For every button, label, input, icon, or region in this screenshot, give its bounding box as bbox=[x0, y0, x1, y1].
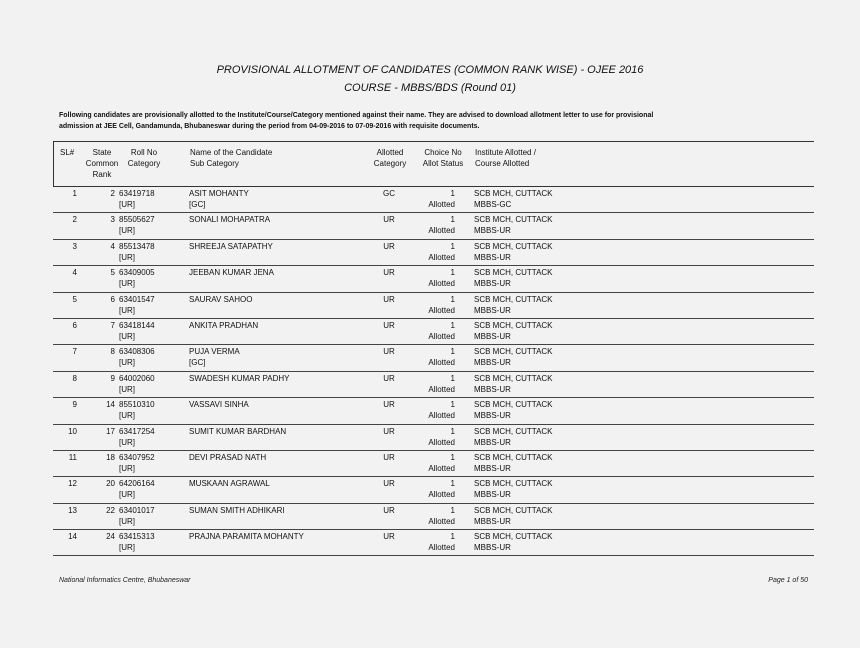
cell-sl: 6 bbox=[72, 320, 77, 330]
choice-number: 1 bbox=[450, 479, 455, 489]
cell-name bbox=[189, 214, 369, 225]
cell-sl: 14 bbox=[68, 532, 77, 542]
candidate-name: DEVI PRASAD NATH bbox=[189, 452, 267, 462]
header-state-rank bbox=[82, 147, 122, 180]
cell-category: UR bbox=[383, 373, 395, 383]
cell-name bbox=[189, 531, 369, 542]
choice-number: 1 bbox=[450, 268, 455, 278]
allot-status: Allotted bbox=[428, 437, 455, 447]
roll-category: [UR] bbox=[119, 516, 135, 526]
cell-category: UR bbox=[383, 532, 395, 542]
allotment-notice bbox=[59, 110, 759, 132]
header-text: State bbox=[92, 148, 112, 157]
table-row bbox=[53, 187, 814, 213]
table-row bbox=[53, 504, 814, 530]
cell-roll bbox=[119, 531, 179, 553]
roll-number: 63401547 bbox=[119, 294, 155, 304]
cell-choice bbox=[415, 426, 455, 448]
cell-rank: 5 bbox=[110, 268, 115, 278]
cell-roll bbox=[119, 505, 179, 527]
table-row bbox=[53, 451, 814, 477]
header-text: Choice No bbox=[424, 148, 462, 157]
roll-category: [UR] bbox=[119, 331, 135, 341]
course-subtitle: COURSE - MBBS/BDS (Round 01) bbox=[344, 82, 516, 94]
roll-category: [UR] bbox=[119, 490, 135, 500]
cell-category: UR bbox=[383, 320, 395, 330]
course-allotted: MBBS-GC bbox=[474, 200, 512, 209]
header-sl: SL# bbox=[60, 148, 75, 157]
table-row bbox=[53, 213, 814, 239]
cell-name bbox=[189, 241, 369, 252]
course-allotted: MBBS-UR bbox=[474, 384, 511, 394]
header-category bbox=[368, 147, 412, 169]
candidate-name: SAURAV SAHOO bbox=[189, 294, 253, 304]
cell-sl: 3 bbox=[72, 241, 77, 251]
allot-status: Allotted bbox=[428, 226, 455, 236]
cell-sl: 7 bbox=[72, 347, 77, 357]
roll-number: 63417254 bbox=[119, 426, 155, 436]
cell-choice bbox=[415, 452, 455, 474]
table-row bbox=[53, 319, 814, 345]
page-number: Page 1 of 50 bbox=[768, 577, 808, 584]
page-title: PROVISIONAL ALLOTMENT OF CANDIDATES (COMMON RANK WISE) - OJEE 2016 bbox=[216, 64, 644, 76]
choice-number: 1 bbox=[450, 320, 455, 330]
header-choice bbox=[418, 147, 468, 169]
table-row bbox=[53, 477, 814, 503]
cell-choice bbox=[415, 188, 455, 210]
course-allotted: MBBS-UR bbox=[474, 490, 511, 500]
cell-choice bbox=[415, 478, 455, 500]
footer-organisation: National Informatics Centre, Bhubaneswar bbox=[59, 577, 191, 584]
roll-category: [UR] bbox=[119, 358, 135, 368]
roll-category: [UR] bbox=[119, 252, 135, 262]
institute-name: SCB MCH, CUTTACK bbox=[474, 320, 553, 330]
roll-category: [UR] bbox=[119, 437, 135, 447]
roll-number: 63408306 bbox=[119, 347, 155, 357]
sub-category: [GC] bbox=[189, 358, 206, 368]
roll-number: 85513478 bbox=[119, 241, 155, 251]
choice-number: 1 bbox=[450, 505, 455, 515]
cell-sl: 9 bbox=[72, 400, 77, 410]
cell-rank: 24 bbox=[106, 532, 115, 542]
cell-sl: 11 bbox=[68, 452, 77, 462]
header-text: Roll No bbox=[130, 148, 158, 157]
roll-category: [UR] bbox=[119, 305, 135, 315]
table-header bbox=[53, 141, 814, 187]
cell-institute bbox=[474, 478, 674, 500]
header-text: Common bbox=[85, 159, 119, 168]
cell-roll bbox=[119, 294, 179, 316]
institute-name: SCB MCH, CUTTACK bbox=[474, 215, 553, 225]
course-allotted: MBBS-UR bbox=[474, 279, 511, 289]
course-allotted: MBBS-UR bbox=[474, 305, 511, 315]
cell-sl: 13 bbox=[68, 505, 77, 515]
cell-rank: 20 bbox=[106, 479, 115, 489]
roll-number: 85510310 bbox=[119, 400, 155, 410]
cell-rank: 4 bbox=[110, 241, 115, 251]
cell-choice bbox=[415, 214, 455, 236]
allot-status: Allotted bbox=[428, 279, 455, 289]
cell-sl: 4 bbox=[72, 268, 77, 278]
choice-number: 1 bbox=[450, 294, 455, 304]
cell-category: UR bbox=[383, 241, 395, 251]
allot-status: Allotted bbox=[428, 331, 455, 341]
cell-roll bbox=[119, 399, 179, 421]
institute-name: SCB MCH, CUTTACK bbox=[474, 241, 553, 251]
candidate-name: SUMIT KUMAR BARDHAN bbox=[189, 426, 287, 436]
allot-status: Allotted bbox=[428, 490, 455, 500]
cell-choice bbox=[415, 320, 455, 342]
cell-sl: 10 bbox=[68, 426, 77, 436]
cell-sl: 5 bbox=[72, 294, 77, 304]
roll-category: [UR] bbox=[119, 463, 135, 473]
cell-rank: 14 bbox=[106, 400, 115, 410]
header-text: Category bbox=[127, 159, 161, 168]
roll-number: 64206164 bbox=[119, 479, 155, 489]
table-row bbox=[53, 530, 814, 556]
course-allotted: MBBS-UR bbox=[474, 463, 511, 473]
cell-roll bbox=[119, 320, 179, 342]
cell-choice bbox=[415, 505, 455, 527]
cell-name bbox=[189, 267, 369, 278]
candidate-name: ANKITA PRADHAN bbox=[189, 320, 259, 330]
cell-institute bbox=[474, 214, 674, 236]
cell-institute bbox=[474, 399, 674, 421]
cell-rank: 7 bbox=[110, 320, 115, 330]
roll-number: 63409005 bbox=[119, 268, 155, 278]
header-text: Rank bbox=[92, 170, 112, 179]
candidate-name: PRAJNA PARAMITA MOHANTY bbox=[189, 532, 304, 542]
cell-rank: 17 bbox=[106, 426, 115, 436]
roll-category: [UR] bbox=[119, 279, 135, 289]
table-row bbox=[53, 345, 814, 371]
cell-roll bbox=[119, 478, 179, 500]
cell-category: UR bbox=[383, 505, 395, 515]
institute-name: SCB MCH, CUTTACK bbox=[474, 347, 553, 357]
header-text: Allot Status bbox=[422, 159, 464, 168]
cell-name bbox=[189, 478, 369, 489]
allot-status: Allotted bbox=[428, 200, 455, 209]
roll-number: 64002060 bbox=[119, 373, 155, 383]
cell-roll bbox=[119, 373, 179, 395]
cell-name bbox=[189, 188, 369, 210]
cell-rank: 9 bbox=[110, 373, 115, 383]
candidate-name: MUSKAAN AGRAWAL bbox=[189, 479, 270, 489]
cell-name bbox=[189, 294, 369, 305]
table-row bbox=[53, 398, 814, 424]
choice-number: 1 bbox=[450, 426, 455, 436]
cell-institute bbox=[474, 267, 674, 289]
candidate-name: ASIT MOHANTY bbox=[189, 189, 249, 198]
cell-institute bbox=[474, 320, 674, 342]
cell-roll bbox=[119, 426, 179, 448]
choice-number: 1 bbox=[450, 532, 455, 542]
table-row bbox=[53, 372, 814, 398]
candidate-name: SONALI MOHAPATRA bbox=[189, 215, 271, 225]
cell-category: GC bbox=[383, 189, 395, 198]
candidate-name: VASSAVI SINHA bbox=[189, 400, 249, 410]
cell-choice bbox=[415, 294, 455, 316]
cell-roll bbox=[119, 267, 179, 289]
candidate-name: SHREEJA SATAPATHY bbox=[189, 241, 273, 251]
allot-status: Allotted bbox=[428, 305, 455, 315]
table-body bbox=[53, 187, 814, 556]
cell-category: UR bbox=[383, 268, 395, 278]
course-allotted: MBBS-UR bbox=[474, 516, 511, 526]
allotment-table bbox=[53, 141, 814, 556]
notice-line: Following candidates are provisionally allotted to the Institute/Course/Category mentioned against their name. They are advised to download allotment letter to use for provisional bbox=[59, 112, 654, 119]
cell-sl: 8 bbox=[72, 373, 77, 383]
header-text: Category bbox=[373, 159, 407, 168]
course-allotted: MBBS-UR bbox=[474, 331, 511, 341]
cell-category: UR bbox=[383, 215, 395, 225]
cell-choice bbox=[415, 267, 455, 289]
allot-status: Allotted bbox=[428, 411, 455, 421]
cell-choice bbox=[415, 373, 455, 395]
choice-number: 1 bbox=[450, 452, 455, 462]
cell-name bbox=[189, 399, 369, 410]
cell-institute bbox=[474, 505, 674, 527]
header-text: Sub Category bbox=[190, 159, 239, 168]
cell-rank: 22 bbox=[106, 505, 115, 515]
cell-sl: 1 bbox=[72, 189, 77, 198]
cell-rank: 2 bbox=[110, 189, 115, 198]
cell-category: UR bbox=[383, 294, 395, 304]
roll-number: 63418144 bbox=[119, 320, 155, 330]
cell-rank: 18 bbox=[106, 452, 115, 462]
table-row bbox=[53, 240, 814, 266]
cell-choice bbox=[415, 346, 455, 368]
roll-number: 63419718 bbox=[119, 189, 155, 198]
cell-category: UR bbox=[383, 452, 395, 462]
course-allotted: MBBS-UR bbox=[474, 226, 511, 236]
cell-roll bbox=[119, 214, 179, 236]
header-text: Allotted bbox=[376, 148, 404, 157]
cell-rank: 6 bbox=[110, 294, 115, 304]
institute-name: SCB MCH, CUTTACK bbox=[474, 268, 553, 278]
allot-status: Allotted bbox=[428, 463, 455, 473]
header-text: Institute Allotted / bbox=[475, 148, 536, 157]
choice-number: 1 bbox=[450, 373, 455, 383]
header-name bbox=[190, 147, 370, 169]
institute-name: SCB MCH, CUTTACK bbox=[474, 294, 553, 304]
institute-name: SCB MCH, CUTTACK bbox=[474, 400, 553, 410]
header-text: Course Allotted bbox=[475, 159, 530, 168]
choice-number: 1 bbox=[450, 400, 455, 410]
candidate-name: SUMAN SMITH ADHIKARI bbox=[189, 505, 285, 515]
cell-rank: 3 bbox=[110, 215, 115, 225]
course-allotted: MBBS-UR bbox=[474, 252, 511, 262]
cell-category: UR bbox=[383, 400, 395, 410]
cell-choice bbox=[415, 531, 455, 553]
candidate-name: PUJA VERMA bbox=[189, 347, 240, 357]
institute-name: SCB MCH, CUTTACK bbox=[474, 373, 553, 383]
cell-name bbox=[189, 452, 369, 463]
roll-number: 63415313 bbox=[119, 532, 155, 542]
allot-status: Allotted bbox=[428, 252, 455, 262]
cell-choice bbox=[415, 399, 455, 421]
allot-status: Allotted bbox=[428, 384, 455, 394]
cell-institute bbox=[474, 294, 674, 316]
institute-name: SCB MCH, CUTTACK bbox=[474, 479, 553, 489]
institute-name: SCB MCH, CUTTACK bbox=[474, 505, 553, 515]
cell-name bbox=[189, 426, 369, 437]
sub-category: [GC] bbox=[189, 200, 206, 209]
cell-sl: 2 bbox=[72, 215, 77, 225]
roll-category: [UR] bbox=[119, 200, 135, 209]
institute-name: SCB MCH, CUTTACK bbox=[474, 532, 553, 542]
roll-number: 63407952 bbox=[119, 452, 155, 462]
roll-category: [UR] bbox=[119, 226, 135, 236]
course-allotted: MBBS-UR bbox=[474, 411, 511, 421]
cell-institute bbox=[474, 241, 674, 263]
cell-category: UR bbox=[383, 347, 395, 357]
table-row bbox=[53, 266, 814, 292]
choice-number: 1 bbox=[450, 189, 455, 198]
course-allotted: MBBS-UR bbox=[474, 543, 511, 553]
course-allotted: MBBS-UR bbox=[474, 437, 511, 447]
roll-category: [UR] bbox=[119, 543, 135, 553]
cell-sl: 12 bbox=[68, 479, 77, 489]
cell-name bbox=[189, 373, 369, 384]
header-institute bbox=[475, 147, 675, 169]
choice-number: 1 bbox=[450, 347, 455, 357]
institute-name: SCB MCH, CUTTACK bbox=[474, 452, 553, 462]
cell-institute bbox=[474, 452, 674, 474]
cell-choice bbox=[415, 241, 455, 263]
institute-name: SCB MCH, CUTTACK bbox=[474, 426, 553, 436]
roll-category: [UR] bbox=[119, 411, 135, 421]
cell-roll bbox=[119, 188, 179, 210]
cell-name bbox=[189, 505, 369, 516]
allot-status: Allotted bbox=[428, 543, 455, 553]
cell-institute bbox=[474, 188, 674, 210]
cell-rank: 8 bbox=[110, 347, 115, 357]
choice-number: 1 bbox=[450, 215, 455, 225]
notice-line: admission at JEE Cell, Gandamunda, Bhubaneswar during the period from 04-09-2016 to 07-09-2016 with requisite documents. bbox=[59, 123, 480, 130]
choice-number: 1 bbox=[450, 241, 455, 251]
cell-category: UR bbox=[383, 479, 395, 489]
roll-category: [UR] bbox=[119, 384, 135, 394]
cell-name bbox=[189, 320, 369, 331]
cell-roll bbox=[119, 452, 179, 474]
header-text: Name of the Candidate bbox=[190, 148, 273, 157]
allot-status: Allotted bbox=[428, 516, 455, 526]
roll-number: 63401017 bbox=[119, 505, 155, 515]
header-roll bbox=[122, 147, 166, 169]
candidate-name: SWADESH KUMAR PADHY bbox=[189, 373, 290, 383]
allot-status: Allotted bbox=[428, 358, 455, 368]
course-allotted: MBBS-UR bbox=[474, 358, 511, 368]
candidate-name: JEEBAN KUMAR JENA bbox=[189, 268, 274, 278]
table-row bbox=[53, 293, 814, 319]
cell-institute bbox=[474, 531, 674, 553]
cell-roll bbox=[119, 241, 179, 263]
cell-roll bbox=[119, 346, 179, 368]
roll-number: 85505627 bbox=[119, 215, 155, 225]
cell-name bbox=[189, 346, 369, 368]
cell-category: UR bbox=[383, 426, 395, 436]
cell-institute bbox=[474, 426, 674, 448]
cell-institute bbox=[474, 373, 674, 395]
cell-institute bbox=[474, 346, 674, 368]
institute-name: SCB MCH, CUTTACK bbox=[474, 189, 553, 198]
table-row bbox=[53, 425, 814, 451]
